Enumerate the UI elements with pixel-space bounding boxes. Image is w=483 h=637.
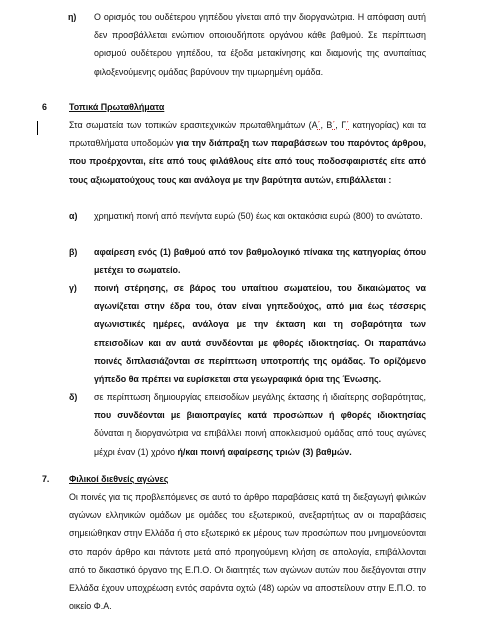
item-label-gamma: γ): [69, 283, 77, 293]
item-label-alpha: α): [69, 211, 78, 221]
item-label-eta: η): [68, 12, 77, 22]
item-label-delta: δ): [69, 392, 78, 402]
delta-bold-1: που συνδέονται με βιαιοπραγίες κατά προσώπων ή φθορές ιδιοκτησίας: [94, 410, 426, 421]
intro-text-c: , Γ: [335, 120, 347, 130]
intro-bold: για την διάπραξη των παραβάσεων του παρόντος άρθρου, που προέρχονται, είτε από τους φιλάθλους είτε από τους ποδοσφαιριστές είτε από τους αξιωματούχους τους και ανάλογα με την βαρύτητα αυτών, επιβάλλεται :: [69, 138, 426, 185]
intro-text-a: Στα σωματεία των τοπικών ερασιτεχνικών πρωταθλημάτων (Α: [69, 120, 318, 130]
spellcheck-mark: ΄: [332, 120, 336, 130]
delta-text-1: σε περίπτωση δημιουργίας επεισοδίων μεγάλης έκτασης ή ιδιαίτερης σοβαρότητας,: [94, 392, 426, 402]
item-text-alpha: χρηματική ποινή από πενήντα ευρώ (50) έως και οκτακόσια ευρώ (800) το ανώτατο.: [94, 211, 423, 221]
spellcheck-mark: ΄: [346, 120, 350, 130]
item-label-beta: β): [69, 247, 78, 257]
section6-intro: [69, 116, 426, 189]
intro-text-d: κατηγορίας) και τα πρωταθλήματα υποδομών: [69, 120, 427, 149]
delta-text-2: δύναται η διοργανώτρια να επιβάλλει ποινή αποκλεισμού ομάδας από τους αγώνες μέχρι έναν (1) χρόνο: [94, 428, 426, 457]
section-number-7: 7.: [42, 474, 50, 484]
item-text-beta: αφαίρεση ενός (1) βαθμού από τον βαθμολογικό πίνακα της κατηγορίας όπου μετέχει το σωματείο.: [94, 247, 426, 276]
text-cursor: [37, 121, 38, 135]
item-text-gamma: ποινή στέρησης, σε βάρος του υπαίτιου σωματείου, του δικαιώματος να αγωνίζεται στην έδρα του, όταν είναι γηπεδούχος, από μια έως τέσσερις αγωνιστικές ημέρες, ανάλογα με την έκταση και τη σοβαρότητα των επεισοδίων και αν αυτά συνδέονται με φθορές ιδιοκτησίας. Οι παραπάνω ποινές διπλασιάζονται σε περίπτωση υποτροπής της ομάδας. Το ορίζόμενο γήπεδο θα πρέπει να ευρίσκεται στα γεωγραφικά όρια της Ένωσης.: [94, 283, 426, 385]
section-heading-6: Τοπικά Πρωταθλήματα: [69, 102, 165, 112]
section7-text: Οι ποινές για τις προβλεπόμενες σε αυτό το άρθρο παραβάσεις κατά τη διεξαγωγή φιλικών αγώνων ελληνικών ομάδων με ομάδες του εξωτερικού, ανεξαρτήτως αν οι παραβάσεις σημειώθηκαν στην Ελλάδα ή στο εξωτερικό εκ μέρους των προσώπων που μνημονεύονται στο παρόν άρθρο και πάντοτε μετά από προηγούμενη κλήση σε απολογία, επιβάλλονται από το δικαστικό όργανο της Ε.Π.Ο. Οι διαιτητές των αγώνων αυτών που διεξάγονται στην Ελλάδα έχουν υποχρέωση εντός σαράντα οχτώ (48) ωρών να αποστείλουν στην Ε.Π.Ο. το οικείο Φ.Α.: [69, 492, 426, 612]
section-number-6: 6: [42, 102, 47, 112]
item-text-eta: Ο ορισμός του ουδέτερου γηπέδου γίνεται από την διοργανώτρια. Η απόφαση αυτή δεν προσβάλλεται ενώπιον οποιουδήποτε οργάνου κάθε βαθμού. Σε περίπτωση ορισμού ουδέτερου γηπέδου, τα έξοδα μετακίνησης και διαμονής της ανυπαίτιας φιλοξενούμενης ομάδας βαρύνουν την τιμωρημένη ομάδα.: [94, 12, 426, 77]
section-heading-7: Φιλικοί διεθνείς αγώνες: [69, 474, 169, 484]
delta-bold-2: ή/και ποινή αφαίρεσης τριών (3) βαθμών.: [177, 446, 352, 457]
spellcheck-mark: ΄: [317, 120, 321, 130]
intro-text-b: , Β: [320, 120, 333, 130]
item-text-delta: [94, 388, 426, 461]
